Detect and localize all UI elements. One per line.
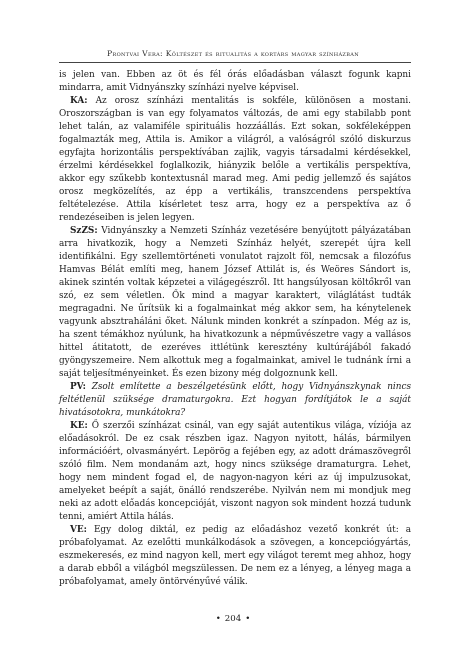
running-head: Prontvai Vera: Költészet és ritualitás a kortárs magyar színházban (107, 49, 359, 58)
speaker-label: KE: (70, 421, 88, 431)
speaker-label: VE: (70, 525, 87, 535)
paragraph-text: Ő szerzői színházat csinál, van egy saját autentikus világa, víziója az előadásokról. De ez csak részben igaz. Nagyon nyitott, hálás, bármilyen információért, olvasmányért. Lepörög a fejében egy, az adott drámaszövegről szóló film. Nem mondanám azt, hogy nincs szüksége dramaturgra. Lehet, hogy nem mindent fogad el, de nagyon-nagyon kéri az új impulzusokat, amelyeket beépít a saját, önálló rendszerébe. Nyilván nem mi mondjuk meg neki az adott előadás koncepcióját, viszont nagyon sok mindent hozzá tudunk tenni, amiért Attila hálás. (59, 421, 411, 522)
paragraph (59, 95, 411, 225)
body-text (59, 69, 411, 589)
paragraph (59, 69, 411, 95)
speaker-label: SzZS: (70, 226, 98, 236)
paragraph-text: Az orosz színházi mentalitás is sokféle, különösen a mostani. Oroszországban is van egy folyamatos változás, de ami egy stabilabb pont lehet talán, az valamiféle spirituális hozzáállás. Ezt sokan, sokféleképpen fogalmazták meg, Attila is. Amikor a világról, a valóságról szóló diskurzus egyfajta horizontális perspektívában zajlik, vagyis társadalmi kérdésekkel, érzelmi kérdésekkel foglalkozik, hiányzik belőle a vertikális perspektíva, akkor egy szűkebb kontextusnál marad meg. Ami pedig jellemző és sajátos orosz megközelítés, az épp a vertikális, transzcendens perspektíva feltételezése. Attila kísérletet tesz arra, hogy ez a perspektíva az ő rendezéseiben is jelen legyen. (59, 96, 411, 223)
paragraph (59, 524, 411, 589)
paragraph-text: is jelen van. Ebben az öt és fél órás előadásban választ fogunk kapni mindarra, amit Vidnyánszky színházi nyelve képvisel. (59, 70, 411, 93)
page-number (0, 614, 466, 624)
speaker-label: PV: (70, 382, 86, 392)
paragraph (59, 381, 411, 420)
paragraph (59, 420, 411, 524)
paragraph-text: Vidnyánszky a Nemzeti Színház vezetésére benyújtott pályázatában arra hivatkozik, hogy a Nemzeti Színház helyét, szerepét újra kell identifikálni. Egy szellemtörténeti vonulatot rajzolt föl, nemcsak a filozófus Hamvas Bélát említi meg, hanem József Attilát is, és Weöres Sándort is, akinek szintén voltak képzetei a világegészről. Itt hangsúlyosan költőkről van szó, ez sem véletlen. Ők mind a magyar karaktert, világlátást tudták megragadni. Ne űrítsük ki a fogalmainkat még akkor sem, ha kénytelenek vagyunk absztraháláni őket. Nálunk minden konkrét a színpadon. Még az is, ha szent témákhoz nyúlunk, ha hivatkozunk a népművészetre vagy a vallásos hittel átitatott, de ezeréves ittlétünk keresztény kultúrájából fakadó gyöngyszemeire. Nem alkottuk meg a fogalmainkat, amivel le tudnánk írni a saját teljesítményeinket. És ezen bizony még dolgoznunk kell. (59, 226, 411, 379)
folio-ornament: • (215, 614, 221, 624)
speaker-label: KA: (70, 96, 88, 106)
paragraph-text: Egy dolog diktál, ez pedig az előadáshoz vezető konkrét út: a próbafolyamat. Az ezelőtti munkálkodások a szövegen, a koncepciógyártás, eszmekeresés, ez mind nagyon kell, mert egy világot teremt meg ahhoz, hogy a darab ebből a világból megszülessen. De nem ez a lényeg, a lényeg maga a próbafolyamat, amely öntörvényűvé válik. (59, 525, 412, 587)
folio-ornament: • (245, 614, 251, 624)
question-text: Zsolt említette a beszélgetésünk előtt, hogy Vidnyánszkynak nincs feltétlenül szüksége dramaturgokra. Ezt hogyan fordítjátok le a saját hivatásotokra, munkátokra? (59, 382, 411, 418)
page-number-value: 204 (224, 614, 242, 624)
header-rule (59, 62, 411, 63)
paragraph (59, 225, 411, 381)
